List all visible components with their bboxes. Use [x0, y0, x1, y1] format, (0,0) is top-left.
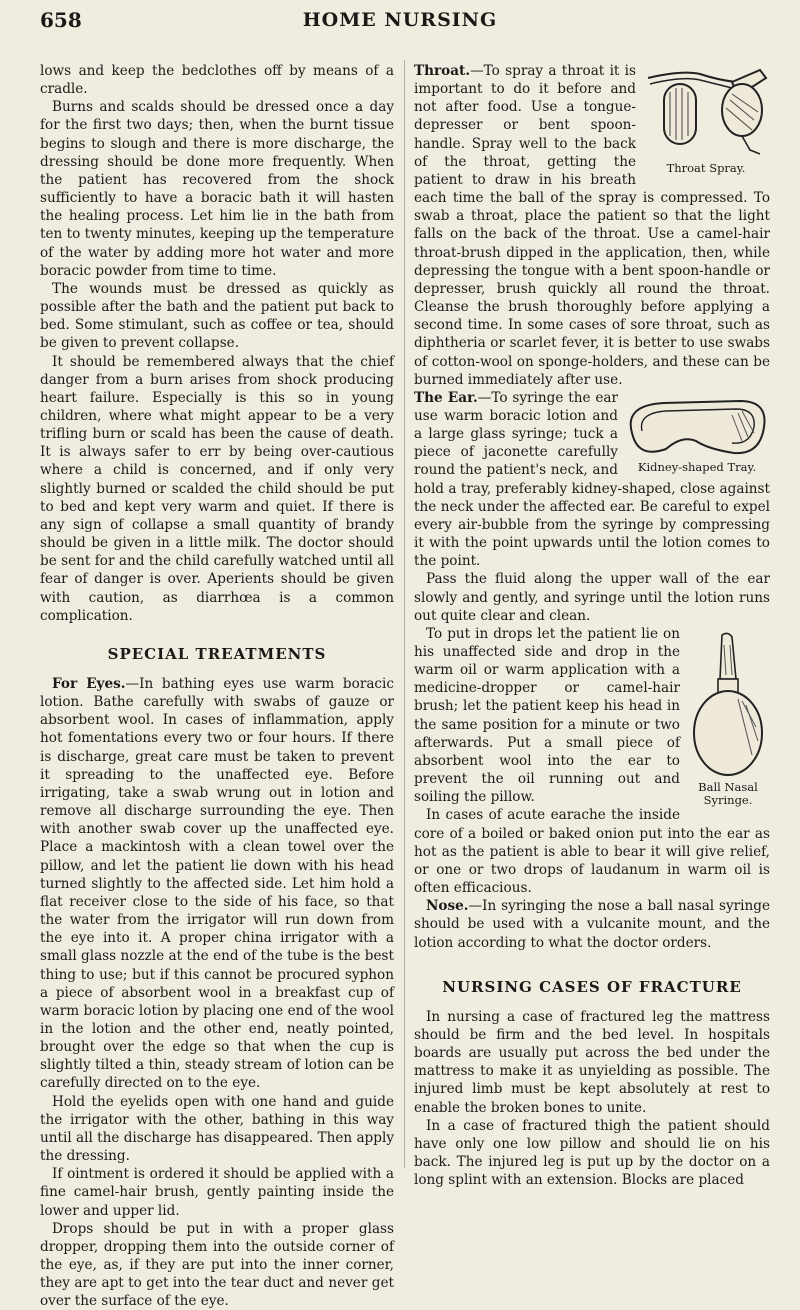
paragraph: In nursing a case of fractured leg the mattress should be firm and the bed level. In hospitals boards are usually put across the bed under the mattress to make it as unyielding as possible. The injured limb must be kept absolutely at rest to enable the broken bones to unite. — [414, 1008, 770, 1116]
run-in-heading: Nose. — [426, 898, 469, 915]
paragraph-text: —In bathing eyes use warm boracic lotion. Bathe carefully with swabs of gauze or absorbent wool. In cases of inflammation, apply hot fomentations every two or four hours. If there is discharge, great care must be taken to prevent it spreading to the unaffected eye. Before irrigating, take a swab wrung out in lotion and remove all discharge surrounding the eye. Then with another swab cover up the unaffected eye. Place a mackintosh with a clean towel over the pillow, and let the patient lie down with his head turned slightly to the affected side. Let him hold a flat receiver close to the side of his face, so that the water from the irrigator will run down from the eye into it. A proper china irrigator with a small glass nozzle at the end of the tube is the best thing to use; but if this cannot be procured syphon a piece of absorbent wool in a breakfast cup of warm boracic lotion by placing one end of the wool in the lotion and the other end, neatly pointed, brought over the edge so that when the cup is slightly tilted a thin, steady stream of lotion can be carefully directed on to the eye. — [40, 676, 394, 1092]
page-number: 658 — [40, 8, 82, 32]
paragraph-text: —To syringe the ear use warm boracic lotion and a large glass syringe; tuck a piece of jaconette carefully round the patient's neck, and hold a tray, preferably kidney-shaped, close against the neck under the affected ear. Be careful to expel every air-bubble from the syringe by compressing it with the point upwards until the lotion comes to the point. — [414, 389, 770, 570]
left-column — [40, 62, 394, 1310]
kidney-tray-illustration — [624, 397, 770, 461]
nasal-syringe-caption: Ball Nasal Syringe. — [698, 779, 758, 807]
section-heading-fracture: NURSING CASES OF FRACTURE — [442, 977, 742, 996]
paragraph: In a case of fractured thigh the patient should have only one low pillow and should lie on his back. The injured leg is put up by the doctor on a long splint with an extension. Blocks are placed — [414, 1117, 770, 1189]
paragraph: In cases of acute earache the inside core of a boiled or baked onion put into the ear as hot as the patient is able to bear it will give relief, or one or two drops of laudanum in warm oil is often efficacious. — [414, 807, 770, 897]
paragraph-eyes — [40, 675, 394, 1093]
paragraph: To put in drops let the patient lie on his unaffected side and drop in the warm oil or warm application with a medicine-dropper or camel-hair brush; let the patient keep his head in the same position for a minute or two afterwards. Put a small piece of absorbent wool into the ear to prevent the oil running out and soiling the pillow. — [414, 625, 680, 806]
paragraph: The wounds must be dressed as quickly as possible after the bath and the patient put back to bed. Some stimulant, such as coffee or tea, should be given to prevent collapse. — [40, 280, 394, 352]
throat-spray-caption: Throat Spray. — [666, 161, 746, 175]
throat-spray-illustration — [642, 66, 770, 162]
paragraph: Pass the fluid along the upper wall of the ear slowly and gently, and syringe until the lotion runs out quite clear and clean. — [414, 571, 770, 624]
run-in-heading: The Ear. — [414, 389, 478, 406]
section-heading-special-treatments: SPECIAL TREATMENTS — [107, 644, 327, 663]
paragraph: If ointment is ordered it should be applied with a fine camel-hair brush, gently painting inside the lower and upper lid. — [40, 1166, 394, 1219]
paragraph: Burns and scalds should be dressed once a day for the first two days; then, when the burnt tissue begins to slough and there is more discharge, the dressing should be done more frequently. When the patient has recovered from the shock sufficiently to have a boracic bath it will hasten the healing process. Let him lie in the bath from ten to twenty minutes, keeping up the temperature of the water by adding more hot water and more boracic powder from time to time. — [40, 99, 394, 279]
paragraph: Hold the eyelids open with one hand and guide the irrigator with the other, bathing in this way until all the discharge has disappeared. Then apply the dressing. — [40, 1093, 394, 1165]
paragraph: lows and keep the bedclothes off by means of a cradle. — [40, 63, 394, 98]
run-in-heading: Throat. — [414, 63, 471, 79]
paragraph-text: —In syringing the nose a ball nasal syringe should be used with a vulcanite mount, and the lotion according to what the doctor orders. — [414, 898, 770, 951]
column-divider — [404, 60, 405, 1168]
running-title: HOME NURSING — [302, 9, 498, 31]
run-in-heading: For Eyes. — [52, 676, 126, 692]
kidney-tray-figure — [624, 397, 770, 474]
right-column — [414, 62, 770, 1189]
paragraph: It should be remembered always that the chief danger from a burn arises from shock producing heart failure. Especially is this so in young children, where what might appear to be a very trifling burn or scald has been the cause of death. It is always safer to err by being over-cautious where a child is concerned, and if only very slightly burned or scalded the child should be put to bed and kept very warm and quiet. If there is any sign of collapse a small quantity of brandy should be given in a little milk. The doctor should be sent for and the child carefully watched until all fear of danger is over. Aperients should be given with caution, as diarrhœa is a common complication. — [40, 353, 394, 624]
paragraph-text: —To spray a throat it is important to do it before and not after food. Use a tongue-depresser or bent spoon-handle. Spray well to the back of the throat, getting the patient to draw in his breath each time the ball of the spray is compressed. To swab a throat, place the patient so that the light falls on the back of the throat. Use a camel-hair throat-brush dipped in the application, then, while depressing the tongue with a bent spoon-handle or depresser, brush quickly all round the throat. Cleanse the brush thoroughly before applying a second time. In some cases of sore throat, such as diphtheria or scarlet fever, it is better to use swabs of cotton-wool on sponge-holders, and these can be burned immediately after use. — [414, 63, 770, 388]
paragraph-nose — [414, 897, 770, 951]
paragraph: Drops should be put in with a proper glass dropper, dropping them into the outside corner of the eye, as, if they are put into the inner corner, they are apt to get into the tear duct and never get over the surface of the eye. — [40, 1220, 394, 1310]
nasal-syringe-figure — [686, 631, 770, 807]
nasal-syringe-illustration — [686, 631, 770, 781]
kidney-tray-caption: Kidney-shaped Tray. — [637, 459, 757, 474]
throat-spray-figure — [642, 66, 770, 175]
